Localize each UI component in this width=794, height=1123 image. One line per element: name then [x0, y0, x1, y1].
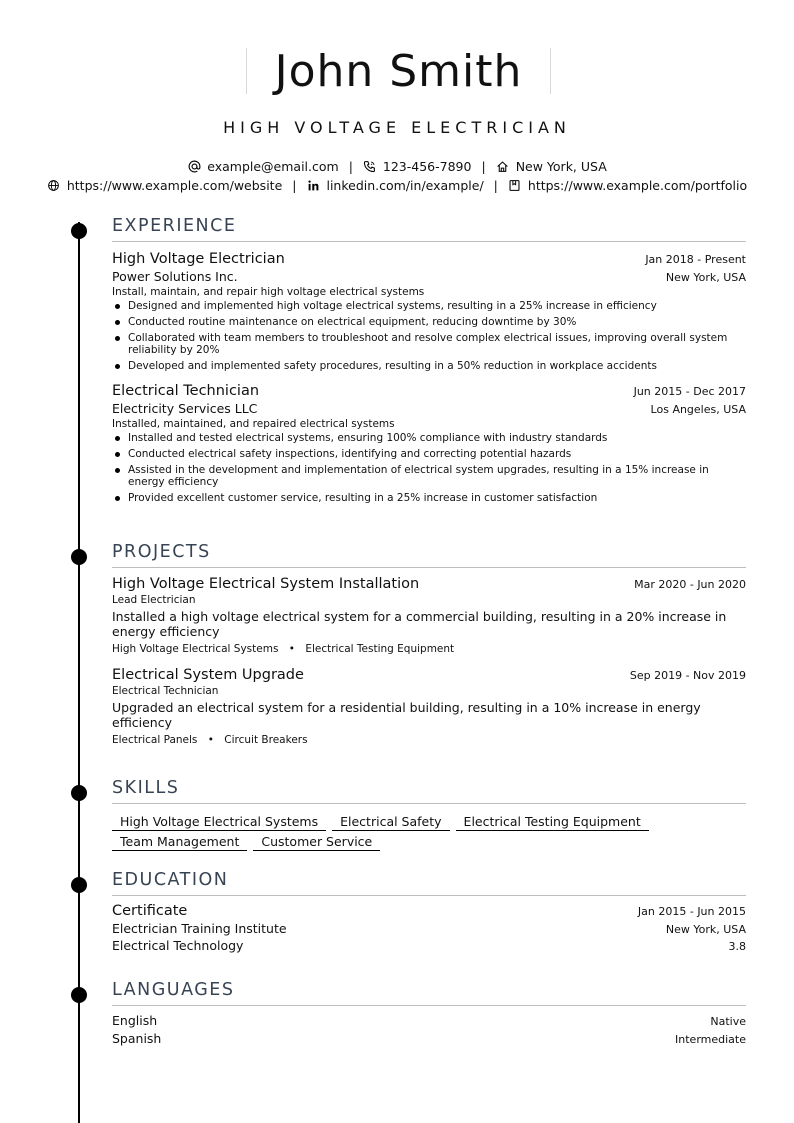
language-name: English [112, 1013, 158, 1028]
phone-icon [363, 160, 377, 174]
name-frame [246, 45, 551, 97]
education-entry [112, 903, 746, 953]
list-item: Collaborated with team members to troubleshoot and resolve complex electrical issues, improving overall system reliability by 20% [128, 332, 746, 356]
portfolio-icon [508, 179, 522, 193]
candidate-name: John Smith [274, 45, 523, 97]
skill-chip: Team Management [112, 834, 247, 851]
globe-icon [47, 179, 61, 193]
skill-chip: High Voltage Electrical Systems [112, 814, 326, 831]
list-item: Conducted electrical safety inspections, identifying and correcting potential hazards [128, 448, 746, 460]
languages-section [112, 980, 746, 1046]
home-icon [496, 160, 510, 174]
tag: High Voltage Electrical Systems [112, 643, 279, 655]
list-item: Provided excellent customer service, resulting in a 25% increase in customer satisfaction [128, 492, 746, 504]
contact-line-1 [0, 159, 794, 174]
project-tags [112, 734, 746, 746]
education-dates: Jan 2015 - Jun 2015 [637, 905, 746, 918]
timeline-dot [71, 549, 87, 565]
at-icon [187, 160, 201, 174]
projects-section [112, 542, 746, 746]
list-item: Developed and implemented safety procedures, resulting in a 50% reduction in workplace accidents [128, 360, 746, 372]
list-item: Conducted routine maintenance on electrical equipment, reducing downtime by 30% [128, 316, 746, 328]
linkedin-link[interactable]: linkedin.com/in/example/ [326, 178, 484, 193]
tag: Electrical Panels [112, 734, 198, 746]
project-role: Lead Electrician [112, 594, 196, 606]
email-link[interactable]: example@email.com [207, 159, 339, 174]
separator: | [481, 159, 486, 174]
skills-list [112, 811, 746, 851]
language-level: Intermediate [675, 1033, 746, 1046]
project-entry [112, 576, 746, 655]
website-link[interactable]: https://www.example.com/website [66, 178, 283, 193]
gpa: 3.8 [728, 940, 746, 953]
section-heading: SKILLS [112, 778, 746, 804]
timeline-dot [71, 785, 87, 801]
experience-section [112, 216, 746, 508]
tag-separator: • [207, 734, 214, 746]
job-role: High Voltage Electrician [112, 251, 285, 267]
language-name: Spanish [112, 1031, 162, 1046]
company-name: Power Solutions Inc. [112, 269, 238, 284]
project-dates: Sep 2019 - Nov 2019 [629, 669, 746, 682]
timeline-dot [71, 987, 87, 1003]
linkedin-icon [306, 179, 320, 193]
skill-chip: Customer Service [253, 834, 380, 851]
field-of-study: Electrical Technology [112, 938, 244, 953]
job-title: HIGH VOLTAGE ELECTRICIAN [223, 118, 571, 137]
project-description: Installed a high voltage electrical system for a commercial building, resulting in a 20% increase in energy efficiency [112, 609, 727, 639]
location-text: New York, USA [515, 159, 607, 174]
section-heading: EXPERIENCE [112, 216, 746, 242]
experience-entry [112, 251, 746, 372]
list-item: Assisted in the development and implementation of electrical system upgrades, resulting in a 15% increase in energy efficiency [128, 464, 746, 488]
list-item: Designed and implemented high voltage electrical systems, resulting in a 25% increase in efficiency [128, 300, 746, 312]
bullet-list [112, 432, 746, 504]
project-tags [112, 643, 746, 655]
separator: | [493, 178, 498, 193]
skills-section [112, 778, 746, 851]
portfolio-link[interactable]: https://www.example.com/portfolio [527, 178, 748, 193]
skill-chip: Electrical Testing Equipment [456, 814, 649, 831]
project-name: High Voltage Electrical System Installation [112, 576, 420, 592]
language-row [112, 1013, 746, 1028]
section-heading: PROJECTS [112, 542, 746, 568]
job-summary: Install, maintain, and repair high voltage electrical systems [112, 286, 425, 298]
languages-list [112, 1013, 746, 1046]
separator: | [348, 159, 353, 174]
skill-chip: Electrical Safety [332, 814, 449, 831]
project-role: Electrical Technician [112, 685, 219, 697]
contact-line-2 [0, 178, 794, 193]
timeline-dot [71, 877, 87, 893]
section-heading: EDUCATION [112, 870, 746, 896]
list-item: Installed and tested electrical systems, ensuring 100% compliance with industry standards [128, 432, 746, 444]
education-location: New York, USA [665, 923, 746, 936]
job-location: New York, USA [665, 271, 746, 284]
job-location: Los Angeles, USA [650, 403, 746, 416]
tag: Circuit Breakers [224, 734, 308, 746]
tag-separator: • [288, 643, 295, 655]
language-level: Native [710, 1015, 746, 1028]
tag: Electrical Testing Equipment [305, 643, 455, 655]
project-dates: Mar 2020 - Jun 2020 [634, 578, 746, 591]
project-name: Electrical System Upgrade [112, 667, 304, 683]
job-summary: Installed, maintained, and repaired electrical systems [112, 418, 395, 430]
project-entry [112, 667, 746, 746]
timeline-dot [71, 223, 87, 239]
education-section [112, 870, 746, 953]
phone-number[interactable]: 123-456-7890 [382, 159, 472, 174]
institution: Electrician Training Institute [112, 921, 287, 936]
section-heading: LANGUAGES [112, 980, 746, 1006]
degree: Certificate [112, 903, 188, 919]
language-row [112, 1031, 746, 1046]
job-dates: Jan 2018 - Present [645, 253, 746, 266]
company-name: Electricity Services LLC [112, 401, 258, 416]
job-dates: Jun 2015 - Dec 2017 [633, 385, 746, 398]
bullet-list [112, 300, 746, 372]
project-description: Upgraded an electrical system for a residential building, resulting in a 10% increase in energy efficiency [112, 700, 701, 730]
experience-entry [112, 383, 746, 504]
separator: | [292, 178, 297, 193]
job-role: Electrical Technician [112, 383, 260, 399]
